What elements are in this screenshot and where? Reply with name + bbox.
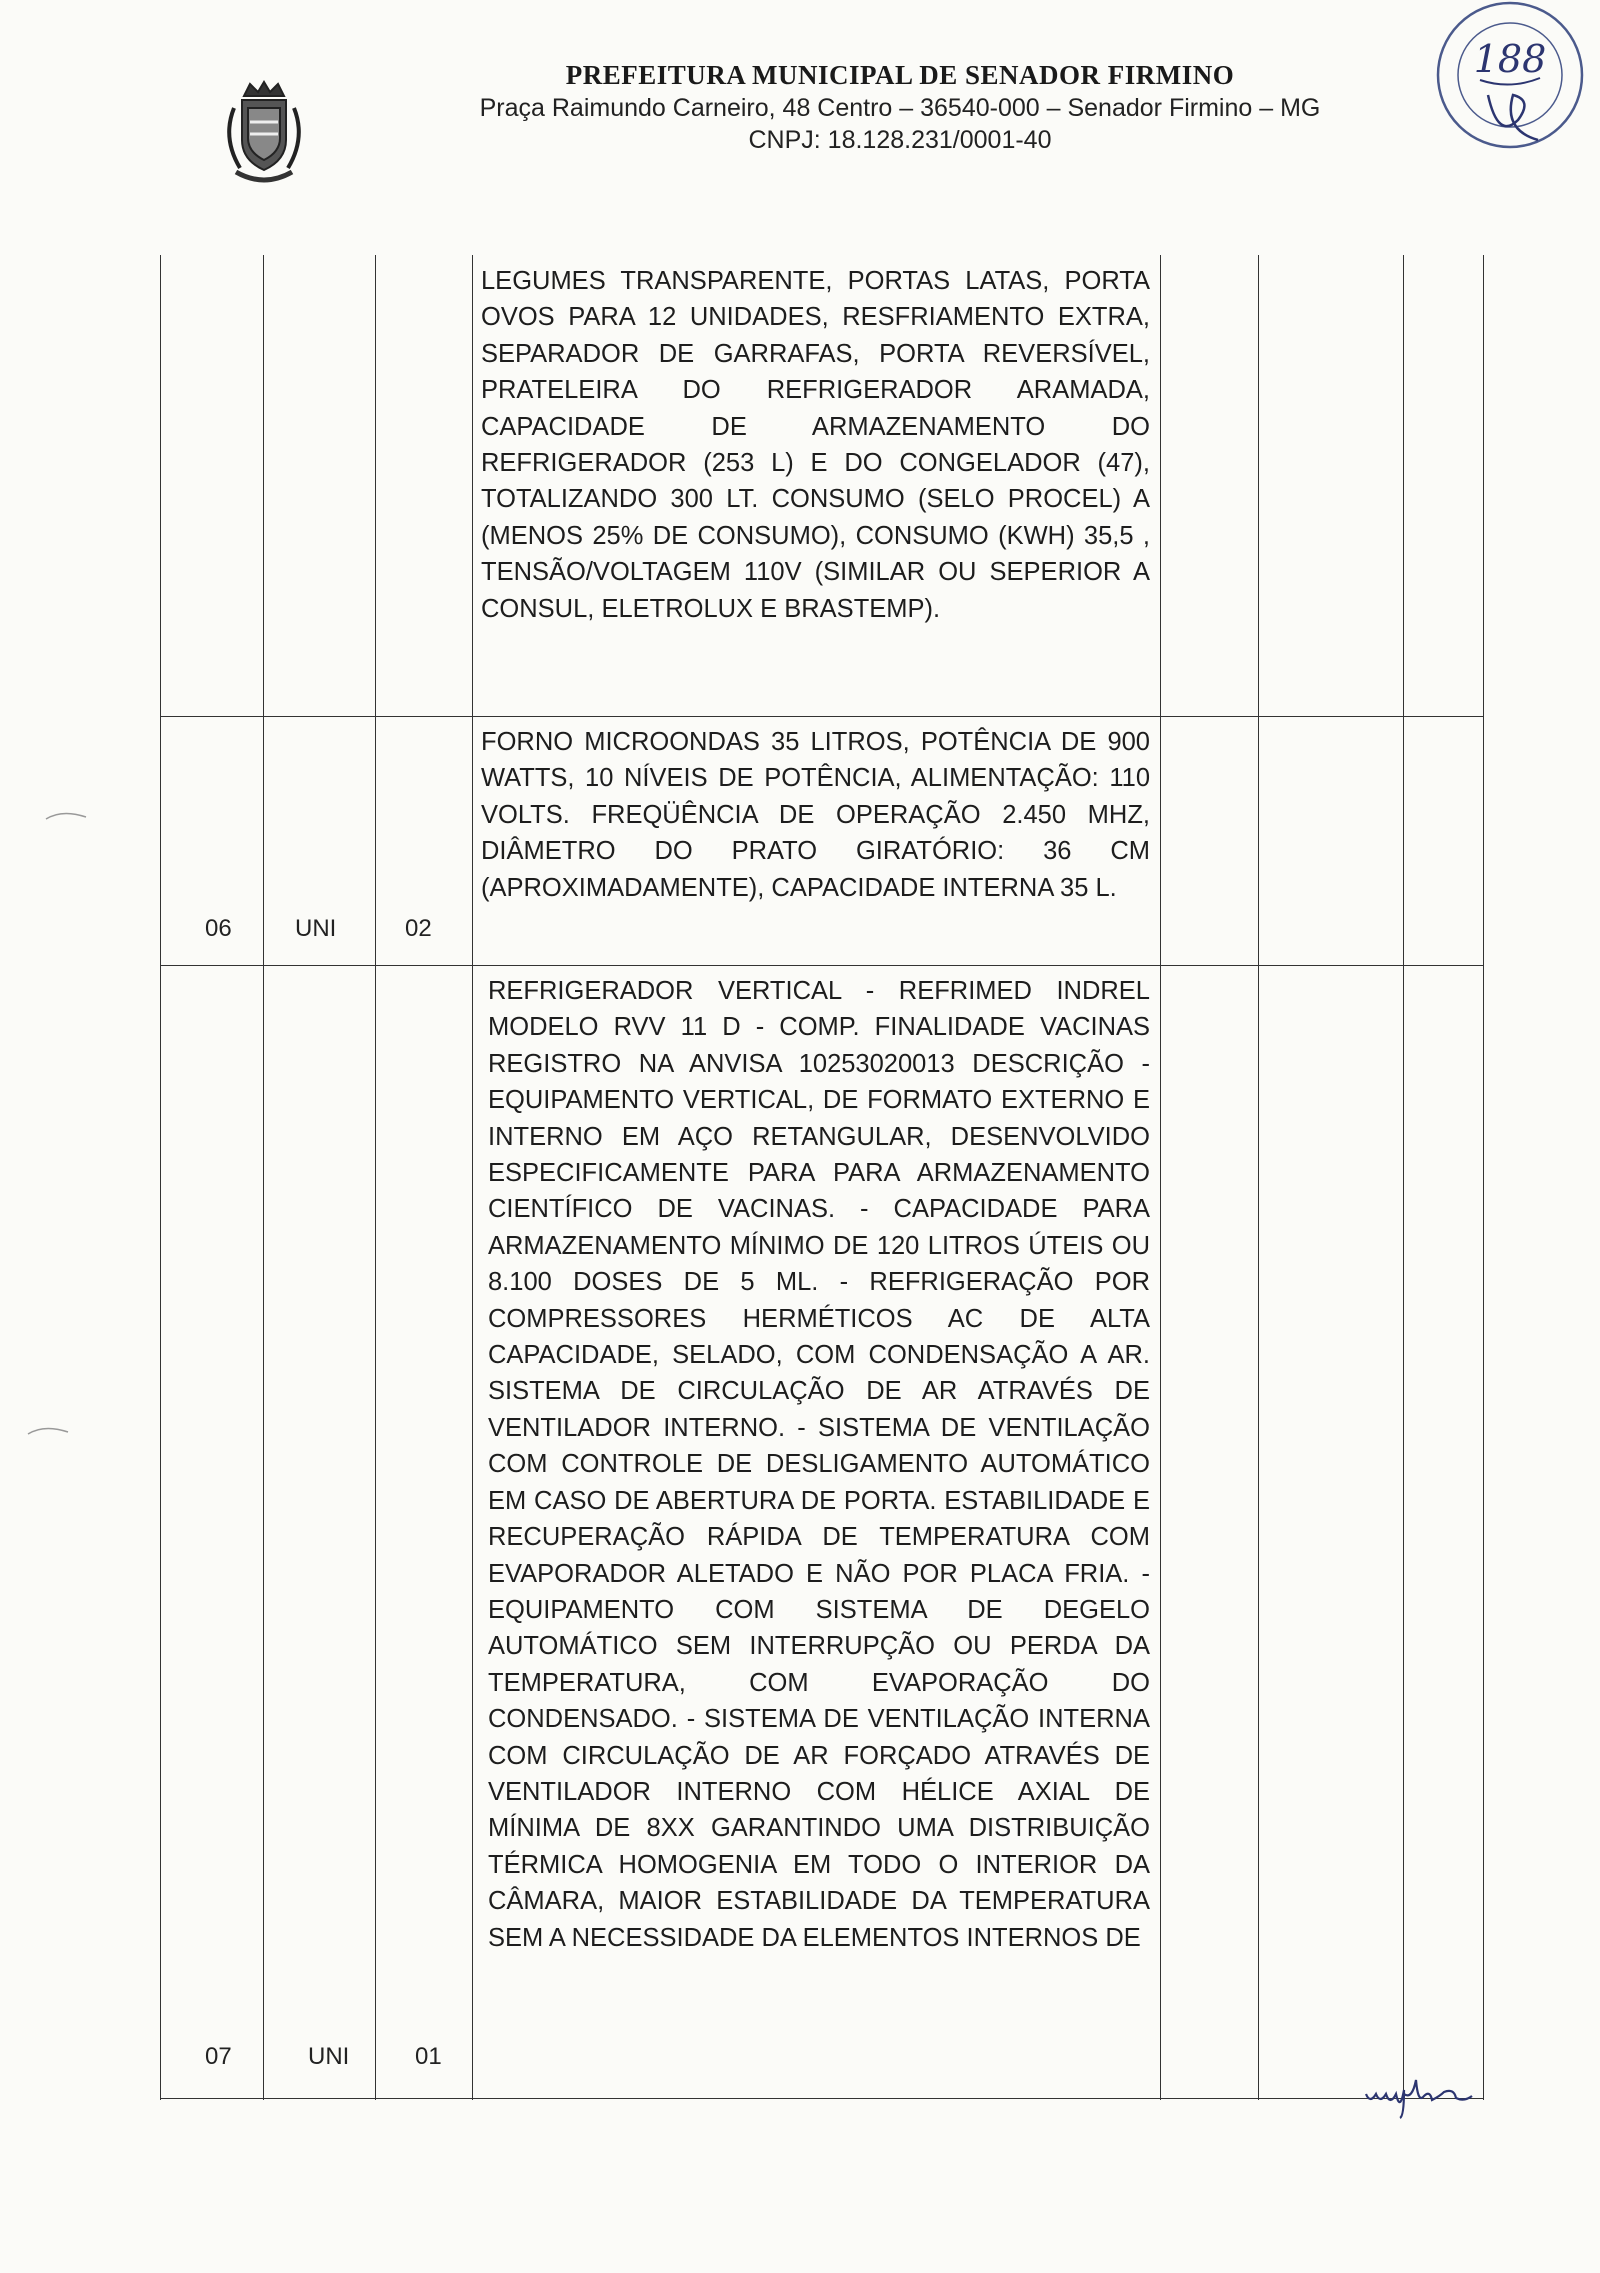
handwritten-signature [1360, 2060, 1520, 2120]
item-quantity: 01 [415, 2043, 442, 2070]
item-description: REFRIGERADOR VERTICAL - REFRIMED INDREL MODELO RVV 11 D - COMP. FINALIDADE VACINAS REGISTRO NA ANVISA 10253020013 DESCRIÇÃO - EQUIPAMENTO VERTICAL, DE FORMATO EXTERNO E INTERNO EM AÇO RETANGULAR, DESENVOLVIDO ESPECIFICAMENTE PARA PARA ARMAZENAMENTO CIENTÍFICO DE VACINAS. - CAPACIDADE PARA ARMAZENAMENTO MÍNIMO DE 120 LITROS ÚTEIS OU 8.100 DOSES DE 5 ML. - REFRIGERAÇÃO POR COMPRESSORES HERMÉTICOS AC DE ALTA CAPACIDADE, SELADO, COM CONDENSAÇÃO A AR. SISTEMA DE CIRCULAÇÃO DE AR ATRAVÉS DE VENTILADOR INTERNO. - SISTEMA DE VENTILAÇÃO COM CONTROLE DE DESLIGAMENTO AUTOMÁTICO EM CASO DE ABERTURA DE PORTA. ESTABILIDADE E RECUPERAÇÃO RÁPIDA DE TEMPERATURA COM EVAPORADOR ALETADO E NÃO POR PLACA FRIA. - EQUIPAMENTO COM SISTEMA DE DEGELO AUTOMÁTICO SEM INTERRUPÇÃO OU PERDA DA TEMPERATURA, COM EVAPORAÇÃO DO CONDENSADO. - SISTEMA DE VENTILAÇÃO INTERNA COM CIRCULAÇÃO DE AR FORÇADO ATRAVÉS DE VENTILADOR INTERNO COM HÉLICE AXIAL DE MÍNIMA DE 8XX GARANTINDO UMA DISTRIBUIÇÃO TÉRMICA HOMOGENIA EM TODO O INTERIOR DA CÂMARA, MAIOR ESTABILIDADE DA TEMPERATURA SEM A NECESSIDADE DA ELEMENTOS INTERNOS DE [488, 977, 1150, 1952]
document-header [400, 60, 1400, 155]
column-divider [375, 255, 376, 2100]
municipal-crest-logo [214, 78, 314, 190]
item-description: LEGUMES TRANSPARENTE, PORTAS LATAS, PORTA OVOS PARA 12 UNIDADES, RESFRIAMENTO EXTRA, SEPARADOR DE GARRAFAS, PORTA REVERSÍVEL, PRATELEIRA DO REFRIGERADOR ARAMADA, CAPACIDADE DE ARMAZENAMENTO DO REFRIGERADOR (253 L) E DO CONGELADOR (47), TOTALIZANDO 300 LT. CONSUMO (SELO PROCEL) A (MENOS 25% DE CONSUMO), CONSUMO (KWH) 35,5 , TENSÃO/VOLTAGEM 110V (SIMILAR OU SEPERIOR A CONSUL, ELETROLUX E BRASTEMP). [481, 267, 1150, 623]
item-description: FORNO MICROONDAS 35 LITROS, POTÊNCIA DE 900 WATTS, 10 NÍVEIS DE POTÊNCIA, ALIMENTAÇÃO: 110 VOLTS. FREQÜÊNCIA DE OPERAÇÃO 2.450 MHZ, DIÂMETRO DO PRATO GIRATÓRIO: 36 CM (APROXIMADAMENTE), CAPACIDADE INTERNA 35 L. [481, 728, 1150, 902]
municipality-cnpj: CNPJ: 18.128.231/0001-40 [748, 126, 1052, 154]
item-number: 07 [205, 2043, 232, 2070]
table-border-right [1483, 255, 1484, 2100]
item-number: 06 [205, 915, 232, 942]
items-table [160, 255, 1485, 2100]
column-divider [1160, 255, 1161, 2100]
item-quantity: 02 [405, 915, 432, 942]
margin-mark [42, 805, 92, 825]
municipality-address: Praça Raimundo Carneiro, 48 Centro – 36540-000 – Senador Firmino – MG [479, 94, 1321, 122]
stamp-number: 188 [1473, 37, 1547, 81]
column-divider [1258, 255, 1259, 2100]
row-divider [160, 716, 1483, 717]
municipality-title: PREFEITURA MUNICIPAL DE SENADOR FIRMINO [565, 60, 1235, 90]
table-border-left [160, 255, 161, 2100]
item-unit: UNI [308, 2043, 350, 2070]
column-divider [1403, 255, 1404, 2100]
item-unit: UNI [295, 915, 337, 942]
margin-mark [24, 1420, 74, 1440]
column-divider [472, 255, 473, 2100]
table-border-bottom [160, 2098, 1483, 2099]
page-number-stamp [1418, 0, 1588, 175]
column-divider [263, 255, 264, 2100]
row-divider [160, 965, 1483, 966]
